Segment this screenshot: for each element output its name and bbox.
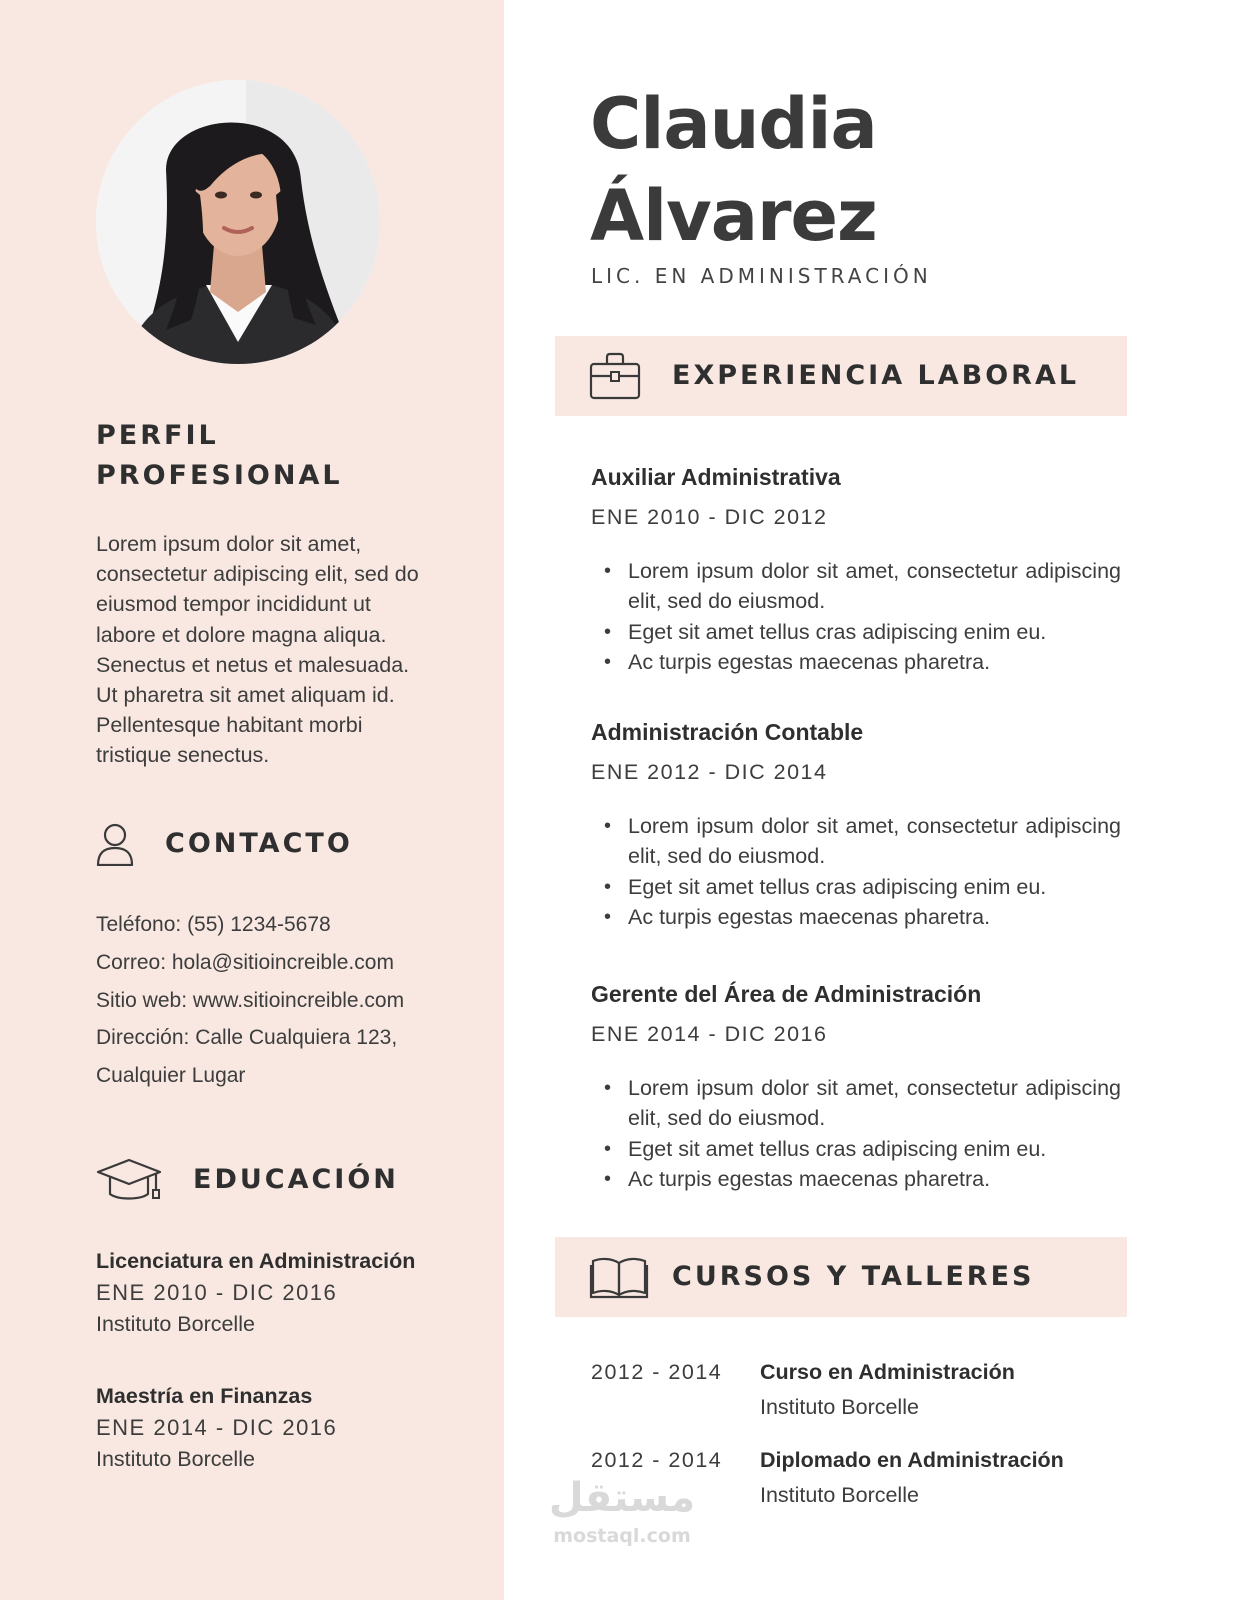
experiencia-section-header — [555, 336, 1127, 416]
last-name: Álvarez — [590, 175, 877, 257]
contact-phone: Teléfono: (55) 1234-5678 — [96, 913, 331, 936]
job-bullet: • Eget sit amet tellus cras adipiscing enim eu. — [591, 1134, 1121, 1164]
job-title: Administración Contable — [591, 719, 864, 745]
perfil-heading-line1: PERFIL — [96, 420, 219, 451]
education-place: Instituto Borcelle — [96, 1312, 255, 1336]
contact-address-line2: Cualquier Lugar — [96, 1064, 246, 1088]
contact-website: Sitio web: www.sitioincreible.com — [96, 988, 405, 1012]
watermark-url: mostaql.com — [553, 1525, 691, 1547]
job-date: ENE 2014 - DIC 2016 — [591, 1022, 828, 1046]
experiencia-heading: EXPERIENCIA LABORAL — [672, 360, 1080, 391]
job-bullet: • Ac turpis egestas maecenas pharetra. — [591, 902, 1121, 932]
perfil-line: labore et dolore magna aliqua. — [96, 622, 387, 647]
education-title: Maestría en Finanzas — [96, 1384, 313, 1408]
perfil-heading — [96, 416, 343, 496]
job-bullet: • Lorem ipsum dolor sit amet, consectetur adipiscing elit, sed do eiusmod. — [591, 811, 1121, 872]
perfil-line: Lorem ipsum dolor sit amet, — [96, 532, 362, 556]
job-bullets — [591, 1073, 1121, 1194]
education-date: ENE 2010 - DIC 2016 — [96, 1280, 338, 1305]
job-bullet: • Lorem ipsum dolor sit amet, consectetur adipiscing elit, sed do eiusmod. — [591, 1073, 1121, 1134]
profile-photo — [96, 80, 380, 364]
first-name: Claudia — [590, 83, 877, 165]
job-bullet: • Eget sit amet tellus cras adipiscing enim eu. — [591, 872, 1121, 902]
job-bullets — [591, 811, 1121, 932]
course-place: Instituto Borcelle — [760, 1395, 919, 1419]
education-item — [96, 1246, 496, 1340]
course-title: Diplomado en Administración — [760, 1448, 1064, 1472]
job-entry — [591, 462, 1121, 677]
cursos-section-header — [555, 1237, 1127, 1317]
job-date: ENE 2012 - DIC 2014 — [591, 760, 828, 784]
perfil-line: Senectus et netus et malesuada. — [96, 652, 410, 677]
briefcase-icon — [589, 352, 641, 405]
watermark — [542, 1472, 702, 1572]
course-place: Instituto Borcelle — [760, 1483, 919, 1507]
perfil-line: eiusmod tempor incididunt ut — [96, 592, 371, 617]
contact-address-line1: Dirección: Calle Cualquiera 123, — [96, 1026, 398, 1050]
job-date: ENE 2010 - DIC 2012 — [591, 505, 828, 529]
education-item — [96, 1381, 496, 1475]
course-years: 2012 - 2014 — [591, 1360, 723, 1384]
job-entry — [591, 717, 1121, 932]
education-place: Instituto Borcelle — [96, 1447, 255, 1471]
contact-details — [96, 906, 496, 1095]
educacion-heading: EDUCACIÓN — [193, 1164, 399, 1195]
portrait-photo — [96, 80, 380, 364]
candidate-name — [590, 78, 877, 262]
watermark-logo: مستقل — [548, 1475, 696, 1521]
job-title: Auxiliar Administrativa — [591, 464, 841, 490]
job-bullet: • Ac turpis egestas maecenas pharetra. — [591, 1164, 1121, 1194]
cursos-heading: CURSOS Y TALLERES — [672, 1261, 1035, 1292]
job-bullet: • Eget sit amet tellus cras adipiscing enim eu. — [591, 617, 1121, 647]
education-date: ENE 2014 - DIC 2016 — [96, 1415, 338, 1440]
perfil-line: Pellentesque habitant morbi — [96, 713, 363, 738]
graduation-cap-icon — [96, 1158, 164, 1202]
perfil-line: tristique senectus. — [96, 743, 270, 768]
course-years: 2012 - 2014 — [591, 1448, 723, 1472]
education-title: Licenciatura en Administración — [96, 1249, 416, 1273]
perfil-line: Ut pharetra sit amet aliquam id. — [96, 683, 395, 708]
job-title: Gerente del Área de Administración — [591, 981, 982, 1007]
job-entry — [591, 979, 1121, 1194]
job-bullet: • Lorem ipsum dolor sit amet, consectetur adipiscing elit, sed do eiusmod. — [591, 556, 1121, 617]
candidate-title: LIC. EN ADMINISTRACIÓN — [591, 264, 932, 288]
job-bullet: • Ac turpis egestas maecenas pharetra. — [591, 647, 1121, 677]
perfil-summary — [96, 529, 466, 771]
contact-email: Correo: hola@sitioincreible.com — [96, 950, 394, 974]
perfil-line: consectetur adipiscing elit, sed do — [96, 562, 419, 587]
course-title: Curso en Administración — [760, 1360, 1015, 1384]
contacto-heading: CONTACTO — [165, 828, 353, 859]
job-bullets — [591, 556, 1121, 677]
open-book-icon — [589, 1255, 649, 1304]
perfil-heading-line2: PROFESIONAL — [96, 460, 343, 491]
course-entry — [591, 1357, 1121, 1427]
user-icon — [96, 822, 134, 866]
